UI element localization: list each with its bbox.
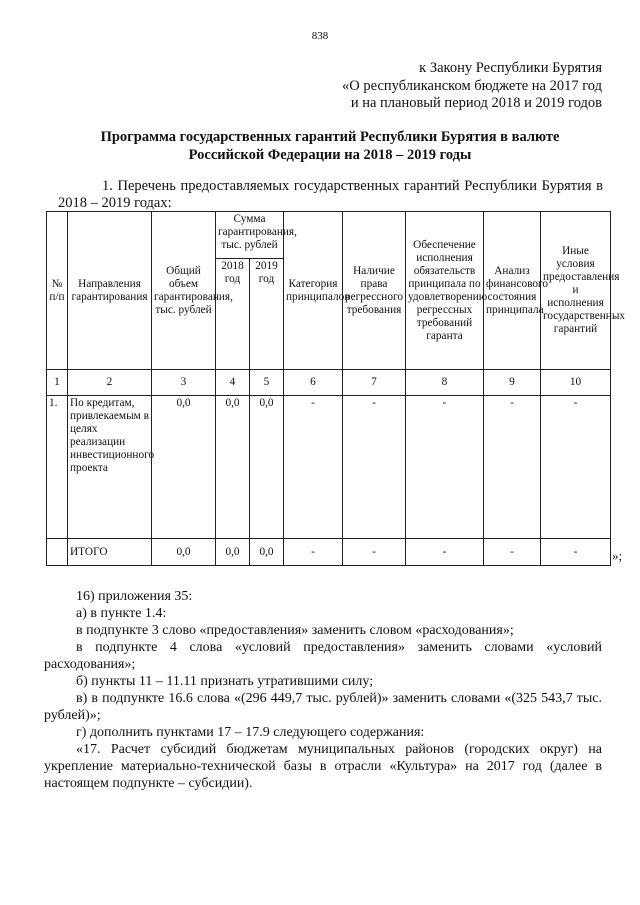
paragraph: а) в пункте 1.4:	[76, 606, 167, 621]
cell-other: -	[541, 539, 611, 566]
cell-num: 1.	[47, 396, 68, 539]
table-row-total	[47, 539, 611, 566]
col-number: 3	[152, 370, 216, 396]
header-other: Иные условия предоставления и исполнения государственных гарантий	[541, 212, 611, 370]
header-line-3: и на плановый период 2018 и 2019 годов	[350, 95, 602, 111]
cell-regress: -	[343, 396, 406, 539]
col-number: 8	[406, 370, 484, 396]
title-line-1: Программа государственных гарантий Республики Бурятия в валюте	[100, 129, 560, 145]
header-sum: Сумма гарантирования, тыс. рублей	[216, 212, 284, 259]
col-number: 7	[343, 370, 406, 396]
paragraph: г) дополнить пунктами 17 – 17.9 следующего содержания:	[76, 725, 425, 740]
header-num: № п/п	[47, 212, 68, 370]
header-total: Общий объем гарантирования, тыс. рублей	[152, 212, 216, 370]
header-2019: 2019 год	[250, 259, 284, 370]
paragraph: б) пункты 11 – 11.11 признать утратившими силу;	[76, 674, 374, 689]
col-number: 6	[284, 370, 343, 396]
header-category: Категория принципалов	[284, 212, 343, 370]
header-2018: 2018 год	[216, 259, 250, 370]
table-row	[47, 396, 611, 539]
cell-analysis: -	[484, 396, 541, 539]
paragraph: «17. Расчет субсидий бюджетам муниципальных районов (городских округ) на укрепление материально-технической базы в отрасли «Культура» на 2017 год (далее в настоящем подпункте – субсидии).	[44, 742, 602, 791]
paragraph: 16) приложения 35:	[76, 589, 193, 604]
cell-other: -	[541, 396, 611, 539]
cell-direction: ИТОГО	[68, 539, 152, 566]
col-number: 4	[216, 370, 250, 396]
cell-2019: 0,0	[250, 539, 284, 566]
cell-2018: 0,0	[216, 396, 250, 539]
header-line-1: к Закону Республики Бурятия	[419, 60, 602, 76]
cell-analysis: -	[484, 539, 541, 566]
col-number: 2	[68, 370, 152, 396]
col-number: 9	[484, 370, 541, 396]
cell-total: 0,0	[152, 539, 216, 566]
header-line-2: «О республиканском бюджете на 2017 год	[342, 77, 602, 94]
page-number: 838	[311, 30, 329, 42]
header-regress: Наличие права регрессного требования	[343, 212, 406, 370]
cell-num	[47, 539, 68, 566]
column-number-row	[47, 370, 611, 396]
paragraph: в подпункте 3 слово «предоставления» заменить словом «расходования»;	[76, 623, 514, 638]
col-number: 5	[250, 370, 284, 396]
title-line-2: Российской Федерации на 2018 – 2019 годы	[188, 147, 472, 163]
header-analysis: Анализ финансового состояния принципала	[484, 212, 541, 370]
section-1-heading: 1. Перечень предоставляемых государственных гарантий Республики Бурятия в 2018 – 2019 годах:	[58, 178, 603, 211]
cell-security: -	[406, 396, 484, 539]
col-number: 10	[541, 370, 611, 396]
document-title	[60, 128, 600, 164]
amendment-text	[44, 588, 602, 792]
cell-total: 0,0	[152, 396, 216, 539]
cell-security: -	[406, 539, 484, 566]
cell-category: -	[284, 396, 343, 539]
closing-quote-mark: »;	[612, 548, 623, 563]
cell-category: -	[284, 539, 343, 566]
guarantees-table	[46, 211, 626, 566]
col-number: 1	[47, 370, 68, 396]
header-security: Обеспечение исполнения обязательств принципала по удовлетворению регрессных требований гаранта	[406, 212, 484, 370]
cell-2018: 0,0	[216, 539, 250, 566]
cell-direction: По кредитам, привлекаемым в целях реализации инвестиционного проекта	[68, 396, 152, 539]
paragraph: в подпункте 4 слова «условий предоставления» заменить словами «условий расходования»;	[44, 640, 602, 672]
header-direction: Направления гарантирования	[68, 212, 152, 370]
cell-regress: -	[343, 539, 406, 566]
cell-2019: 0,0	[250, 396, 284, 539]
paragraph: в) в подпункте 16.6 слова «(296 449,7 тыс. рублей)» заменить словами «(325 543,7 тыс. рублей)»;	[44, 691, 602, 723]
document-header	[342, 60, 602, 113]
